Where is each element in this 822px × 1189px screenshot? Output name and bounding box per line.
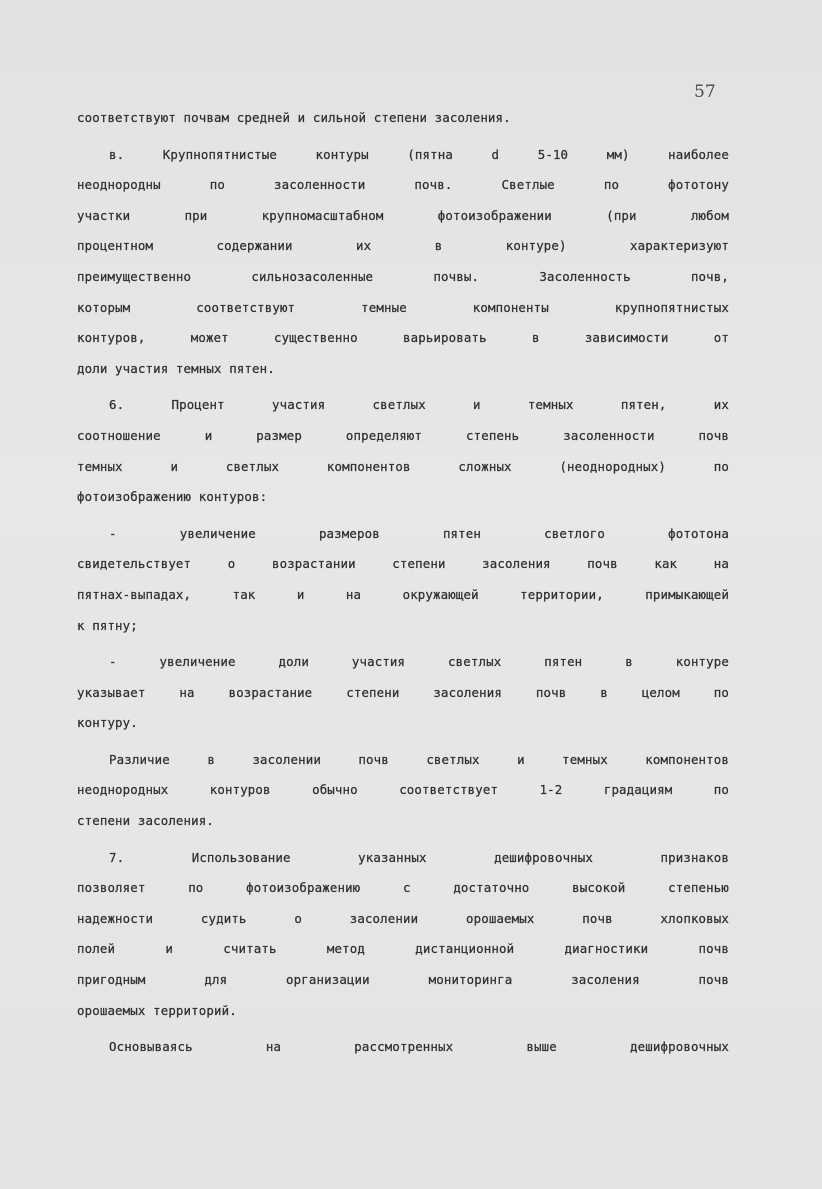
text-line: неоднородных контуров обычно соответствует 1-2 градациям по — [77, 782, 729, 798]
text-line: преимущественно сильнозасоленные почвы. Засоленность почв, — [77, 268, 729, 284]
text-line: - увеличение доли участия светлых пятен в контуре — [109, 654, 729, 670]
text-line: позволяет по фотоизображению с достаточно высокой степенью — [77, 880, 729, 896]
text-line: пригодным для организации мониторинга засоления почв — [77, 972, 729, 988]
text-line: Основываясь на рассмотренных выше дешифровочных — [109, 1039, 729, 1055]
text-line: которым соответствуют темные компоненты крупнопятнистых — [77, 299, 729, 315]
text-line: к пятну; — [77, 617, 138, 633]
text-line: темных и светлых компонентов сложных (неоднородных) по — [77, 458, 729, 474]
text-line: свидетельствует о возрастании степени засоления почв как на — [77, 556, 729, 572]
text-line: соответствуют почвам средней и сильной степени засоления. — [77, 110, 511, 125]
text-line: степени засоления. — [77, 813, 214, 829]
text-line: соотношение и размер определяют степень засоленности почв — [77, 427, 729, 443]
text-line: пятнах-выпадах, так и на окружающей территории, примыкающей — [77, 586, 729, 602]
text-line: надежности судить о засолении орошаемых почв хлопковых — [77, 910, 729, 926]
text-line: процентном содержании их в контуре) характеризуют — [77, 238, 729, 254]
text-line: Различие в засолении почв светлых и темных компонентов — [109, 751, 729, 767]
text-line: 6. Процент участия светлых и темных пятен, их — [109, 397, 729, 413]
text-line: в. Крупнопятнистые контуры (пятна d 5-10 мм) наиболее — [109, 146, 729, 162]
text-line: 7. Использование указанных дешифровочных признаков — [109, 849, 729, 865]
text-line: указывает на возрастание степени засоления почв в целом по — [77, 684, 729, 700]
text-line: фотоизображению контуров: — [77, 489, 268, 505]
text-line: неоднородны по засоленности почв. Светлые по фототону — [77, 177, 729, 193]
text-line: контуру. — [77, 715, 138, 731]
text-line: доли участия темных пятен. — [77, 360, 275, 376]
text-line: - увеличение размеров пятен светлого фототона — [109, 525, 729, 541]
text-line: контуров, может существенно варьировать в зависимости от — [77, 330, 729, 346]
text-line: полей и считать метод дистанционной диагностики почв — [77, 941, 729, 957]
page-number: 57 — [694, 82, 716, 102]
text-line: участки при крупномасштабном фотоизображении (при любом — [77, 207, 729, 223]
body-text — [77, 103, 729, 1063]
text-line: орошаемых территорий. — [77, 1002, 237, 1018]
